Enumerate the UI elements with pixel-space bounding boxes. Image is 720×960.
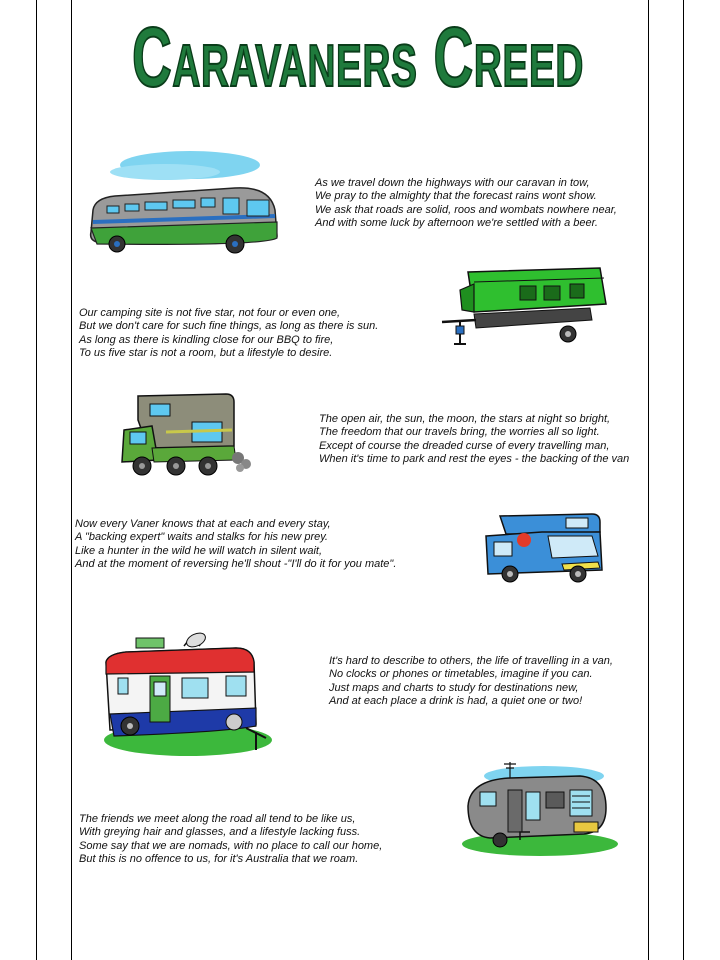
left-inner-border bbox=[71, 0, 72, 960]
stanza-6 bbox=[79, 813, 382, 867]
stanza-line: With greying hair and glasses, and a lifestyle lacking fuss. bbox=[79, 826, 361, 839]
camper-trailer-icon bbox=[440, 262, 612, 354]
stanza-line: The friends we meet along the road all tend to be like us, bbox=[79, 813, 356, 825]
stanza-line: To us five star is not a room, but a lifestyle to desire. bbox=[79, 347, 333, 360]
stanza-line: Except of course the dreaded curse of every travelling man, bbox=[319, 439, 610, 452]
caravan-dish-illustration bbox=[96, 632, 274, 766]
right-inner-border bbox=[648, 0, 649, 960]
stanza-line: But we don't care for such fine things, as long as there is sun. bbox=[79, 320, 379, 333]
bus-motorhome-illustration bbox=[85, 140, 280, 265]
stanza-line: As we travel down the highways with our caravan in tow, bbox=[315, 177, 590, 189]
stanza-line: The freedom that our travels bring, the worries all so light. bbox=[319, 426, 600, 439]
stanza-line: It's hard to describe to others, the life of travelling in a van, bbox=[329, 655, 613, 667]
left-page-border bbox=[36, 0, 37, 960]
stanza-line: We pray to the almighty that the forecast rains wont show. bbox=[315, 190, 597, 203]
airstream-illustration bbox=[460, 756, 622, 862]
slide-on-camper-truck-icon bbox=[118, 390, 256, 482]
stanza-line: Like a hunter in the wild he will watch in silent wait, bbox=[75, 544, 323, 557]
stanza-line: And at the moment of reversing he'll shout -"I'll do it for you mate". bbox=[75, 558, 397, 571]
page-title-text: Caravaners Creed bbox=[132, 10, 584, 94]
blue-motorhome-illustration bbox=[482, 510, 606, 590]
stanza-5 bbox=[329, 655, 613, 709]
stanza-3 bbox=[319, 413, 629, 467]
airstream-caravan-icon bbox=[460, 756, 622, 862]
stanza-line: A "backing expert" waits and stalks for his new prey. bbox=[75, 531, 328, 544]
stanza-line: And with some luck by afternoon we're settled with a beer. bbox=[315, 217, 598, 230]
stanza-line: We ask that roads are solid, roos and wombats nowhere near, bbox=[315, 203, 617, 216]
stanza-line: Just maps and charts to study for destinations new, bbox=[329, 681, 579, 694]
stanza-line: Some say that we are nomads, with no place to call our home, bbox=[79, 839, 383, 852]
blue-motorhome-icon bbox=[482, 510, 606, 590]
camper-trailer-illustration bbox=[440, 262, 612, 354]
stanza-line: As long as there is kindling close for our BBQ to fire, bbox=[79, 333, 334, 346]
stanza-line: The open air, the sun, the moon, the stars at night so bright, bbox=[319, 413, 611, 425]
stanza-line: And at each place a drink is had, a quiet one or two! bbox=[329, 695, 583, 708]
stanza-4 bbox=[75, 518, 396, 572]
bus-motorhome-icon bbox=[85, 140, 280, 265]
slide-on-camper-illustration bbox=[118, 390, 256, 482]
stanza-line: But this is no offence to us, for it's Australia that we roam. bbox=[79, 853, 359, 866]
stanza-1 bbox=[315, 177, 617, 231]
right-page-border bbox=[683, 0, 684, 960]
page-title bbox=[128, 2, 588, 94]
caravan-satellite-dish-icon bbox=[96, 632, 274, 766]
stanza-line: Our camping site is not five star, not four or even one, bbox=[79, 307, 341, 319]
stanza-line: Now every Vaner knows that at each and every stay, bbox=[75, 518, 331, 530]
stanza-line: When it's time to park and rest the eyes - the backing of the van bbox=[319, 453, 630, 466]
stanza-2 bbox=[79, 307, 378, 361]
stanza-line: No clocks or phones or timetables, imagine if you can. bbox=[329, 668, 593, 681]
